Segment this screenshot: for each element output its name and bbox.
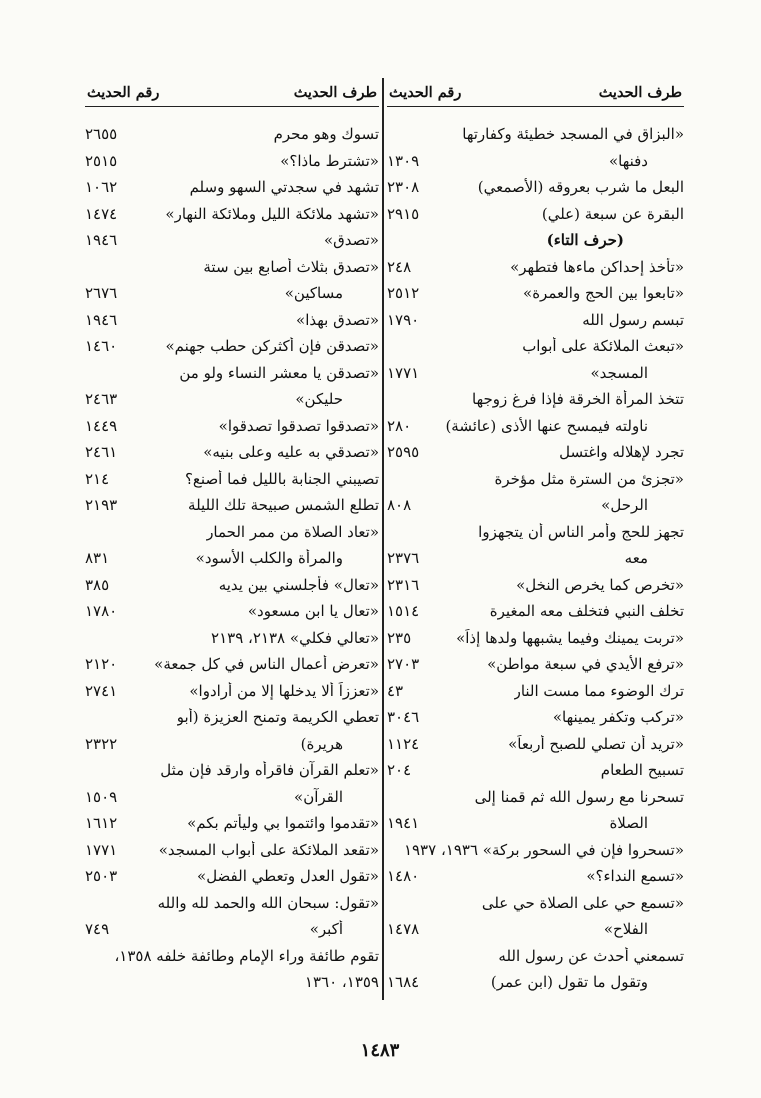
- entry-number: ٢٣٥: [387, 628, 412, 647]
- index-entry: [387, 360, 684, 387]
- entry-number: ٢٣٠٨: [387, 178, 420, 197]
- entry-text: «تقدموا وائتموا بي وليأتم بكم»: [187, 814, 379, 833]
- entry-text: ترك الوضوء مما مست النار: [513, 681, 684, 700]
- entry-number: ١٦٨٤: [387, 973, 420, 992]
- entry-text: «تعززاً ألا يدخلها إلا من أرادوا»: [189, 681, 379, 700]
- index-entry: [85, 704, 379, 731]
- entry-number: ٢٦٥٥: [85, 125, 118, 144]
- entry-number: ١١٢٤: [387, 734, 420, 753]
- entry-text: البقرة عن سبعة (علي): [541, 204, 684, 223]
- entry-text: «تقعد الملائكة على أبواب المسجد»: [158, 840, 379, 859]
- index-entry: [85, 413, 379, 440]
- entry-number: ٢٥٩٥: [387, 443, 420, 462]
- entry-text: المسجد»: [590, 363, 648, 382]
- entry-text: تبسم رسول الله: [582, 310, 684, 329]
- index-entry: [85, 148, 379, 175]
- entry-text: «تبعث الملائكة على أبواب: [522, 337, 684, 356]
- entry-number: ١٩٤٦: [85, 231, 118, 250]
- entry-number: ٢٤٦١: [85, 443, 118, 462]
- index-entry: [85, 916, 379, 943]
- index-entry: [85, 492, 379, 519]
- page-number: ١٤٨٣: [360, 1040, 400, 1061]
- entry-number: ١٥٠٩: [85, 787, 118, 806]
- entry-text: تصيبني الجنابة بالليل فما أصنع؟: [184, 469, 379, 488]
- entry-number: ٢٩١٥: [387, 204, 420, 223]
- right-column: [387, 78, 684, 1018]
- entry-text: معه: [624, 549, 648, 568]
- index-entry: [85, 280, 379, 307]
- entry-number: ٢٠٤: [387, 761, 412, 780]
- entry-text: ناولته فيمسح عنها الأذى (عائشة): [445, 416, 648, 435]
- index-entry: [387, 572, 684, 599]
- entry-text: الرحل»: [601, 496, 648, 515]
- index-entry: [85, 360, 379, 387]
- entry-text: القرآن»: [294, 787, 343, 806]
- entry-number: ١٤٤٩: [85, 416, 118, 435]
- index-entry: [387, 519, 684, 546]
- index-entry: [85, 174, 379, 201]
- entry-number: ١٧٩٠: [387, 310, 420, 329]
- entry-text: «تريد أن تصلي للصبح أربعاً»: [508, 734, 684, 753]
- entry-number: ١٧٧١: [85, 840, 118, 859]
- entry-text: تسبيح الطعام: [600, 761, 684, 780]
- right-column-entries: [387, 107, 684, 996]
- index-entry: [85, 837, 379, 864]
- index-entry: [85, 598, 379, 625]
- entry-number: ٢٣١٦: [387, 575, 420, 594]
- entry-number: ١٠٦٢: [85, 178, 118, 197]
- entry-number: ٢٥١٢: [387, 284, 420, 303]
- entry-text: الصلاة: [609, 814, 648, 833]
- index-entry: [85, 863, 379, 890]
- entry-text: تسمعني أحدث عن رسول الله: [498, 946, 684, 965]
- entry-text: «تعلم القرآن فاقرأه وارقد فإن مثل: [160, 761, 379, 780]
- entry-text: «تصدق بهذا»: [296, 310, 379, 329]
- index-entry: [85, 466, 379, 493]
- index-entry: [387, 943, 684, 970]
- index-entry: [387, 174, 684, 201]
- entry-text: «تسمع حي على الصلاة حي على: [481, 893, 684, 912]
- index-entry: [85, 943, 379, 970]
- entry-number: ٣٨٥: [85, 575, 110, 594]
- entry-text: الفلاح»: [603, 920, 648, 939]
- index-entry: [387, 545, 684, 572]
- index-entry: [387, 731, 684, 758]
- entry-text: «ترفع الأيدي في سبعة مواطن»: [487, 655, 684, 674]
- left-column: [85, 78, 379, 1018]
- entry-text: «تجزئ من السترة مثل مؤخرة: [494, 469, 684, 488]
- column-divider: [382, 78, 384, 1000]
- entry-text: «تصدق»: [323, 231, 379, 250]
- index-entry: [387, 704, 684, 731]
- index-entry: [387, 413, 684, 440]
- entry-text: «تقول: سبحان الله والحمد لله والله: [157, 893, 379, 912]
- entry-text: «تصدقوا تصدقوا تصدقوا»: [218, 416, 379, 435]
- entry-text: «تصدقن فإن أكثركن حطب جهنم»: [165, 337, 379, 356]
- hadith-number-header: رقم الحديث: [87, 83, 160, 101]
- entry-number: ١٩٤٦: [85, 310, 118, 329]
- entry-text: تطلع الشمس صبيحة تلك الليلة: [188, 496, 379, 515]
- entry-text: «البزاق في المسجد خطيئة وكفارتها: [462, 125, 684, 144]
- entry-number: ١٧٨٠: [85, 602, 118, 621]
- entry-text: تجهز للحج وأمر الناس أن يتجهزوا: [478, 522, 684, 541]
- entry-text: تجرد لإهلاله واغتسل: [559, 443, 684, 462]
- entry-text: (حرف التاء): [546, 231, 624, 250]
- index-entry: [387, 439, 684, 466]
- index-entry: [387, 863, 684, 890]
- index-entry: [85, 890, 379, 917]
- entry-text: «تقول العدل وتعطي الفضل»: [197, 867, 379, 886]
- entry-number: ١٣٠٩: [387, 151, 420, 170]
- entry-text: «تعالي فكلي» ٢١٣٨، ٢١٣٩: [211, 628, 379, 647]
- index-entry: [387, 890, 684, 917]
- index-entry: [85, 333, 379, 360]
- index-entry: [85, 227, 379, 254]
- entry-number: ١٤٧٤: [85, 204, 118, 223]
- entry-text: تعطي الكريمة وتمنح العزيزة (أبو: [176, 708, 379, 727]
- entry-number: ٢١٩٣: [85, 496, 118, 515]
- index-entry: [85, 784, 379, 811]
- index-entry: [387, 254, 684, 281]
- entry-text: تشهد في سجدتي السهو وسلم: [189, 178, 379, 197]
- index-entry: [387, 784, 684, 811]
- index-entry: [387, 280, 684, 307]
- index-entry: [85, 810, 379, 837]
- index-entry: [387, 837, 684, 864]
- entry-text: «تعرض أعمال الناس في كل جمعة»: [154, 655, 379, 674]
- entry-text: تخلف النبي فتخلف معه المغيرة: [489, 602, 684, 621]
- right-column-header: [387, 78, 684, 107]
- index-entry: [387, 333, 684, 360]
- index-entry: [85, 439, 379, 466]
- entry-text: حليكن»: [295, 390, 343, 409]
- entry-number: ٢٥١٥: [85, 151, 118, 170]
- index-entry: [387, 678, 684, 705]
- entry-number: ٢٧٤١: [85, 681, 118, 700]
- entry-number: ٨٣١: [85, 549, 110, 568]
- entry-text: مساكين»: [284, 284, 343, 303]
- entry-text: «تخرص كما يخرص النخل»: [516, 575, 684, 594]
- entry-number: ٢٣٧٦: [387, 549, 420, 568]
- entry-number: ٨٠٨: [387, 496, 412, 515]
- index-entry: [387, 386, 684, 413]
- entry-text: والمرأة والكلب الأسود»: [195, 549, 343, 568]
- index-entry: [387, 148, 684, 175]
- index-entry: [85, 519, 379, 546]
- entry-number: ١٤٧٨: [387, 920, 420, 939]
- index-entry: [387, 757, 684, 784]
- index-entry: [387, 201, 684, 228]
- entry-number: ٤٣: [387, 681, 404, 700]
- index-entry: [85, 969, 379, 996]
- entry-text: «تابعوا بين الحج والعمرة»: [523, 284, 684, 303]
- entry-text: أكبر»: [309, 920, 343, 939]
- entry-text: تتخذ المرأة الخرقة فإذا فرغ زوجها: [472, 390, 684, 409]
- entry-number: ٢٤٨: [387, 257, 412, 276]
- entry-text: «تسمع النداء؟»: [586, 867, 684, 886]
- entry-text: «تشترط ماذا؟»: [280, 151, 379, 170]
- entry-number: ٢٤٦٣: [85, 390, 118, 409]
- hadith-number-header: رقم الحديث: [389, 83, 462, 101]
- entry-text: البعل ما شرب بعروقه (الأصمعي): [477, 178, 684, 197]
- index-entry: [387, 651, 684, 678]
- section-heading: [387, 227, 684, 254]
- entry-number: ٢٣٢٢: [85, 734, 118, 753]
- entry-text: «تعال» فأجلسني بين يديه: [218, 575, 379, 594]
- entry-text: تسوك وهو محرم: [273, 125, 379, 144]
- index-entry: [85, 651, 379, 678]
- entry-text: «تعاد الصلاة من ممر الحمار: [206, 522, 379, 541]
- entry-number: ١٦١٢: [85, 814, 118, 833]
- entry-text: «تصدقي به عليه وعلى بنيه»: [203, 443, 379, 462]
- index-entry: [85, 386, 379, 413]
- index-entry: [387, 466, 684, 493]
- left-column-header: [85, 78, 379, 107]
- left-column-entries: [85, 107, 379, 996]
- entry-text: تسحرنا مع رسول الله ثم قمنا إلى: [474, 787, 684, 806]
- entry-text: «تسحروا فإن في السحور بركة» ١٩٣٦، ١٩٣٧: [403, 840, 684, 859]
- index-entry: [85, 678, 379, 705]
- entry-text: دفنها»: [608, 151, 648, 170]
- index-entry: [387, 307, 684, 334]
- entry-number: ١٥١٤: [387, 602, 420, 621]
- entry-text: «تربت يمينك وفيما يشبهها ولدها إذاً»: [456, 628, 684, 647]
- index-entry: [85, 572, 379, 599]
- entry-text: وتقول ما تقول (ابن عمر): [490, 973, 648, 992]
- entry-text: «تصدقن يا معشر النساء ولو من: [179, 363, 379, 382]
- hadith-text-header: طرف الحديث: [598, 83, 682, 101]
- entry-text: هريرة): [300, 734, 343, 753]
- entry-number: ٢١٤: [85, 469, 110, 488]
- entry-text: «تصدق بثلاث أصابع بين ستة: [203, 257, 379, 276]
- entry-number: ١٩٤١: [387, 814, 420, 833]
- entry-number: ٢١٢٠: [85, 655, 118, 674]
- entry-text: «تركب وتكفر يمينها»: [552, 708, 684, 727]
- entry-text: «تأخذ إحداكن ماءها فتطهر»: [510, 257, 684, 276]
- index-entry: [387, 969, 684, 996]
- entry-text: «تعال يا ابن مسعود»: [247, 602, 379, 621]
- index-entry: [387, 916, 684, 943]
- entry-number: ٣٠٤٦: [387, 708, 420, 727]
- entry-number: ٧٤٩: [85, 920, 110, 939]
- index-entry: [387, 810, 684, 837]
- entry-number: ٢٨٠: [387, 416, 412, 435]
- entry-text: «تشهد ملائكة الليل وملائكة النهار»: [165, 204, 379, 223]
- index-entry: [387, 598, 684, 625]
- index-entry: [85, 307, 379, 334]
- entry-text: تقوم طائفة وراء الإمام وطائفة خلفه ١٣٥٨،: [114, 946, 379, 965]
- index-entry: [387, 492, 684, 519]
- entry-number: ٢٦٧٦: [85, 284, 118, 303]
- index-entry: [85, 625, 379, 652]
- index-entry: [85, 757, 379, 784]
- index-entry: [387, 625, 684, 652]
- index-entry: [85, 201, 379, 228]
- entry-number: ١٤٨٠: [387, 867, 420, 886]
- index-entry: [85, 121, 379, 148]
- index-entry: [387, 121, 684, 148]
- entry-number: ١٤٦٠: [85, 337, 118, 356]
- hadith-text-header: طرف الحديث: [293, 83, 377, 101]
- entry-text: ١٣٥٩، ١٣٦٠: [304, 973, 379, 992]
- entry-number: ٢٥٠٣: [85, 867, 118, 886]
- index-entry: [85, 254, 379, 281]
- entry-number: ١٧٧١: [387, 363, 420, 382]
- index-entry: [85, 731, 379, 758]
- index-entry: [85, 545, 379, 572]
- entry-number: ٢٧٠٣: [387, 655, 420, 674]
